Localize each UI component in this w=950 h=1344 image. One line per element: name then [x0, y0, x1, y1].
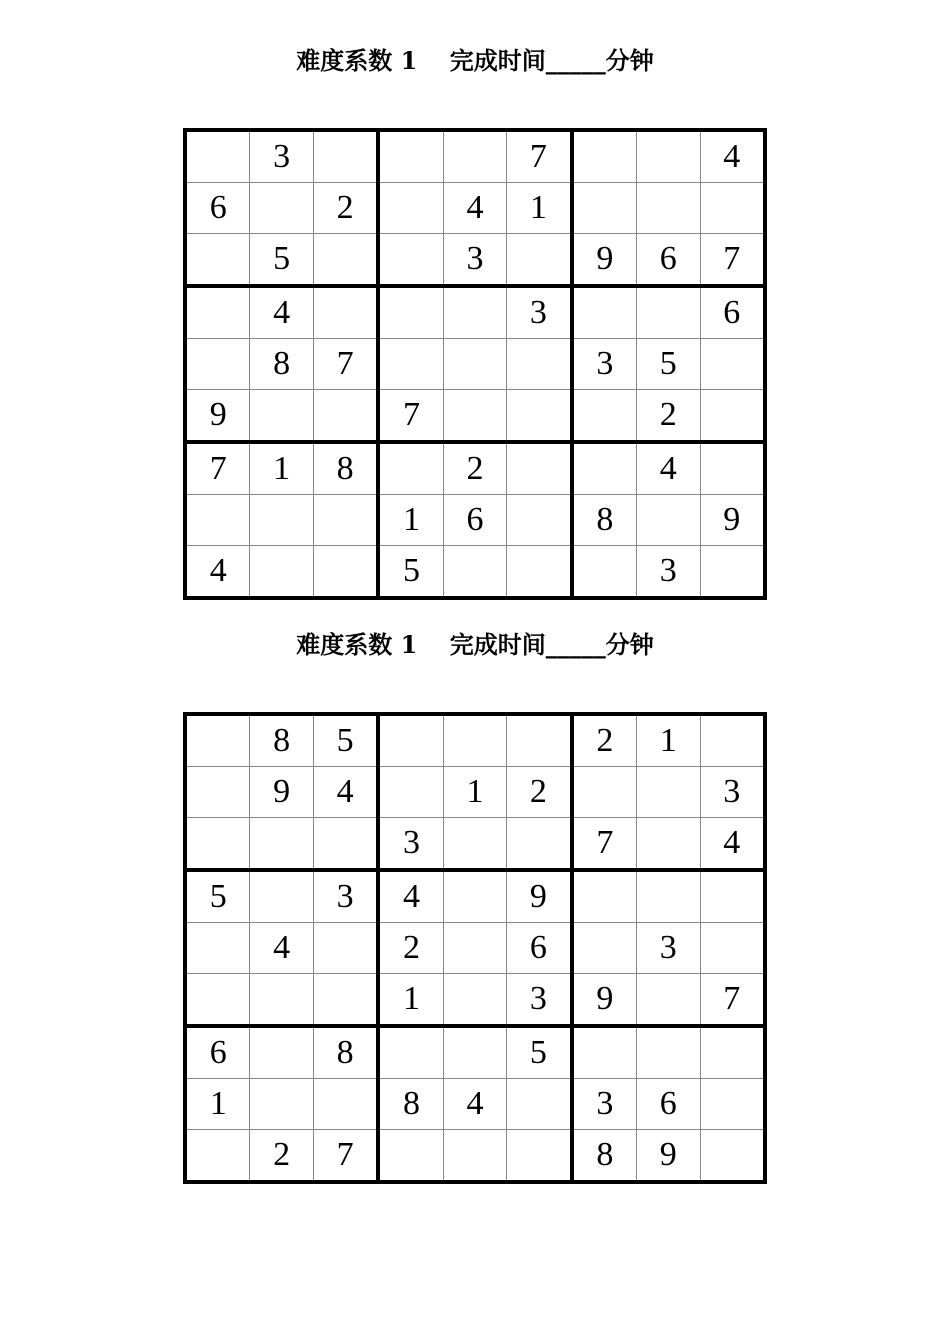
puzzle-2-title: 难度系数 1 完成时间_____分钟 [296, 630, 654, 659]
grid-row [185, 233, 765, 286]
sudoku-cell[interactable] [185, 286, 250, 339]
grid-row [185, 545, 765, 598]
sudoku-cell[interactable] [250, 870, 313, 923]
grid-row [185, 442, 765, 495]
grid-row [185, 1129, 765, 1182]
sudoku-cell[interactable] [185, 495, 250, 546]
sudoku-cell[interactable]: 3 [572, 339, 637, 390]
sudoku-grid-1 [183, 128, 767, 600]
sudoku-cell[interactable]: 9 [700, 495, 765, 546]
sudoku-cell[interactable] [378, 183, 443, 234]
sudoku-cell[interactable]: 9 [507, 870, 572, 923]
sudoku-cell[interactable]: 6 [443, 495, 506, 546]
sudoku-cell[interactable]: 3 [700, 767, 765, 818]
sudoku-cell[interactable] [443, 870, 506, 923]
sudoku-cell[interactable] [507, 495, 572, 546]
sudoku-cell[interactable]: 1 [378, 973, 443, 1026]
sudoku-cell[interactable]: 5 [637, 339, 700, 390]
sudoku-cell[interactable] [700, 545, 765, 598]
sudoku-grid-2 [183, 712, 767, 1184]
sudoku-cell[interactable]: 7 [185, 442, 250, 495]
sudoku-cell[interactable] [313, 973, 378, 1026]
sudoku-cell[interactable] [250, 1079, 313, 1130]
sudoku-cell[interactable] [637, 183, 700, 234]
sudoku-cell[interactable]: 6 [507, 923, 572, 974]
sudoku-cell[interactable] [185, 714, 250, 767]
sudoku-cell[interactable]: 5 [313, 714, 378, 767]
sudoku-cell[interactable] [250, 495, 313, 546]
sudoku-cell[interactable] [507, 714, 572, 767]
sudoku-cell[interactable]: 1 [185, 1079, 250, 1130]
sudoku-cell[interactable] [700, 870, 765, 923]
sudoku-cell[interactable]: 8 [313, 1026, 378, 1079]
sudoku-cell[interactable]: 4 [313, 767, 378, 818]
sudoku-cell[interactable]: 6 [185, 1026, 250, 1079]
sudoku-cell[interactable]: 1 [378, 495, 443, 546]
sudoku-cell[interactable] [313, 130, 378, 183]
sudoku-cell[interactable] [378, 442, 443, 495]
sudoku-cell[interactable] [378, 339, 443, 390]
grid-row [185, 870, 765, 923]
sudoku-cell[interactable]: 7 [378, 389, 443, 442]
sudoku-cell[interactable]: 5 [185, 870, 250, 923]
sudoku-cell[interactable] [313, 817, 378, 870]
sudoku-cell[interactable] [637, 1026, 700, 1079]
sudoku-cell[interactable]: 9 [572, 973, 637, 1026]
sudoku-cell[interactable] [378, 286, 443, 339]
sudoku-cell[interactable] [185, 130, 250, 183]
sudoku-cell[interactable]: 4 [250, 286, 313, 339]
sudoku-cell[interactable] [572, 442, 637, 495]
sudoku-cell[interactable] [572, 286, 637, 339]
sudoku-cell[interactable] [443, 817, 506, 870]
sudoku-cell[interactable] [250, 183, 313, 234]
sudoku-cell[interactable] [572, 1026, 637, 1079]
sudoku-cell[interactable] [700, 714, 765, 767]
sudoku-cell[interactable] [378, 1026, 443, 1079]
sudoku-cell[interactable]: 9 [250, 767, 313, 818]
sudoku-cell[interactable]: 1 [637, 714, 700, 767]
sudoku-cell[interactable] [572, 923, 637, 974]
sudoku-cell[interactable]: 2 [443, 442, 506, 495]
sudoku-cell[interactable] [185, 973, 250, 1026]
grid-row [185, 389, 765, 442]
sudoku-cell[interactable]: 7 [507, 130, 572, 183]
sudoku-cell[interactable] [443, 1026, 506, 1079]
sudoku-cell[interactable] [443, 130, 506, 183]
sudoku-cell[interactable]: 5 [250, 233, 313, 286]
sudoku-cell[interactable] [637, 495, 700, 546]
sudoku-cell[interactable]: 7 [313, 1129, 378, 1182]
sudoku-cell[interactable]: 3 [378, 817, 443, 870]
sudoku-cell[interactable] [443, 545, 506, 598]
sudoku-cell[interactable] [378, 233, 443, 286]
grid-row [185, 495, 765, 546]
sudoku-cell[interactable] [378, 130, 443, 183]
sudoku-cell[interactable] [250, 1026, 313, 1079]
sudoku-cell[interactable]: 3 [443, 233, 506, 286]
sudoku-cell[interactable] [185, 339, 250, 390]
sudoku-cell[interactable] [572, 130, 637, 183]
sudoku-cell[interactable] [443, 973, 506, 1026]
sudoku-cell[interactable] [507, 1129, 572, 1182]
sudoku-cell[interactable] [313, 495, 378, 546]
sudoku-cell[interactable]: 4 [700, 130, 765, 183]
grid-row [185, 1079, 765, 1130]
sudoku-cell[interactable]: 6 [700, 286, 765, 339]
grid-row [185, 714, 765, 767]
sudoku-cell[interactable] [572, 870, 637, 923]
sudoku-cell[interactable]: 9 [637, 1129, 700, 1182]
sudoku-cell[interactable] [185, 923, 250, 974]
sudoku-cell[interactable] [313, 233, 378, 286]
sudoku-cell[interactable]: 3 [250, 130, 313, 183]
sudoku-cell[interactable]: 5 [378, 545, 443, 598]
sudoku-cell[interactable]: 7 [572, 817, 637, 870]
sudoku-cell[interactable]: 1 [443, 767, 506, 818]
sudoku-cell[interactable] [507, 442, 572, 495]
sudoku-cell[interactable] [313, 1079, 378, 1130]
sudoku-cell[interactable]: 3 [313, 870, 378, 923]
sudoku-cell[interactable]: 4 [185, 545, 250, 598]
sudoku-cell[interactable] [507, 1079, 572, 1130]
sudoku-cell[interactable]: 6 [185, 183, 250, 234]
sudoku-cell[interactable] [250, 817, 313, 870]
sudoku-cell[interactable] [185, 767, 250, 818]
sudoku-cell[interactable]: 4 [250, 923, 313, 974]
grid-row [185, 923, 765, 974]
sudoku-cell[interactable] [637, 817, 700, 870]
sudoku-cell[interactable]: 9 [572, 233, 637, 286]
sudoku-cell[interactable] [572, 183, 637, 234]
sudoku-cell[interactable]: 7 [313, 339, 378, 390]
puzzle-1-title: 难度系数 1 完成时间_____分钟 [296, 46, 654, 75]
sudoku-cell[interactable] [700, 183, 765, 234]
sudoku-cell[interactable]: 7 [700, 233, 765, 286]
sudoku-cell[interactable] [313, 545, 378, 598]
sudoku-cell[interactable] [313, 286, 378, 339]
sudoku-cell[interactable]: 8 [572, 495, 637, 546]
sudoku-cell[interactable] [185, 817, 250, 870]
sudoku-cell[interactable] [700, 1079, 765, 1130]
sudoku-cell[interactable] [378, 767, 443, 818]
sudoku-cell[interactable] [637, 973, 700, 1026]
sudoku-cell[interactable]: 8 [313, 442, 378, 495]
sudoku-cell[interactable]: 4 [443, 183, 506, 234]
grid-row [185, 286, 765, 339]
sudoku-cell[interactable]: 8 [572, 1129, 637, 1182]
sudoku-cell[interactable]: 8 [250, 714, 313, 767]
sudoku-cell[interactable] [443, 923, 506, 974]
sudoku-cell[interactable]: 8 [378, 1079, 443, 1130]
sudoku-cell[interactable] [637, 870, 700, 923]
sudoku-cell[interactable] [443, 389, 506, 442]
sudoku-cell[interactable]: 6 [637, 233, 700, 286]
sudoku-cell[interactable]: 2 [313, 183, 378, 234]
sudoku-cell[interactable]: 2 [572, 714, 637, 767]
sudoku-cell[interactable]: 9 [185, 389, 250, 442]
sudoku-cell[interactable]: 3 [572, 1079, 637, 1130]
sudoku-cell[interactable] [185, 233, 250, 286]
sudoku-cell[interactable] [443, 286, 506, 339]
sudoku-cell[interactable] [313, 923, 378, 974]
sudoku-cell[interactable]: 3 [507, 973, 572, 1026]
sudoku-cell[interactable]: 2 [250, 1129, 313, 1182]
sudoku-cell[interactable] [637, 286, 700, 339]
sudoku-cell[interactable] [700, 1129, 765, 1182]
grid-row [185, 973, 765, 1026]
sudoku-cell[interactable] [572, 767, 637, 818]
grid-row [185, 339, 765, 390]
sudoku-cell[interactable]: 3 [637, 923, 700, 974]
sudoku-cell[interactable]: 4 [700, 817, 765, 870]
sudoku-cell[interactable]: 2 [637, 389, 700, 442]
sudoku-cell[interactable] [572, 389, 637, 442]
grid-row [185, 130, 765, 183]
sudoku-cell[interactable] [443, 1129, 506, 1182]
sudoku-cell[interactable]: 1 [250, 442, 313, 495]
sudoku-cell[interactable] [443, 714, 506, 767]
sudoku-cell[interactable]: 6 [637, 1079, 700, 1130]
sudoku-cell[interactable] [507, 233, 572, 286]
sudoku-cell[interactable]: 8 [250, 339, 313, 390]
sudoku-cell[interactable] [443, 339, 506, 390]
sudoku-cell[interactable] [507, 545, 572, 598]
grid-row [185, 183, 765, 234]
sudoku-cell[interactable]: 4 [443, 1079, 506, 1130]
sudoku-cell[interactable] [185, 1129, 250, 1182]
sudoku-cell[interactable] [378, 1129, 443, 1182]
sudoku-cell[interactable] [378, 714, 443, 767]
sudoku-cell[interactable] [572, 545, 637, 598]
sudoku-cell[interactable]: 3 [637, 545, 700, 598]
sudoku-cell[interactable] [507, 389, 572, 442]
sudoku-cell[interactable] [637, 767, 700, 818]
sudoku-cell[interactable] [507, 339, 572, 390]
sudoku-cell[interactable] [700, 339, 765, 390]
sudoku-cell[interactable] [250, 545, 313, 598]
grid-row [185, 817, 765, 870]
sudoku-cell[interactable] [700, 389, 765, 442]
sudoku-cell[interactable] [700, 1026, 765, 1079]
grid-row [185, 767, 765, 818]
sudoku-cell[interactable]: 4 [637, 442, 700, 495]
sudoku-cell[interactable]: 5 [507, 1026, 572, 1079]
sudoku-cell[interactable] [637, 130, 700, 183]
sudoku-cell[interactable]: 2 [507, 767, 572, 818]
sudoku-cell[interactable]: 3 [507, 286, 572, 339]
sudoku-cell[interactable]: 2 [378, 923, 443, 974]
sudoku-cell[interactable]: 7 [700, 973, 765, 1026]
sudoku-cell[interactable] [250, 973, 313, 1026]
sudoku-cell[interactable] [700, 923, 765, 974]
grid-row [185, 1026, 765, 1079]
sudoku-cell[interactable] [507, 817, 572, 870]
sudoku-cell[interactable] [250, 389, 313, 442]
sudoku-cell[interactable] [700, 442, 765, 495]
sudoku-cell[interactable]: 4 [378, 870, 443, 923]
sudoku-cell[interactable]: 1 [507, 183, 572, 234]
sudoku-cell[interactable] [313, 389, 378, 442]
